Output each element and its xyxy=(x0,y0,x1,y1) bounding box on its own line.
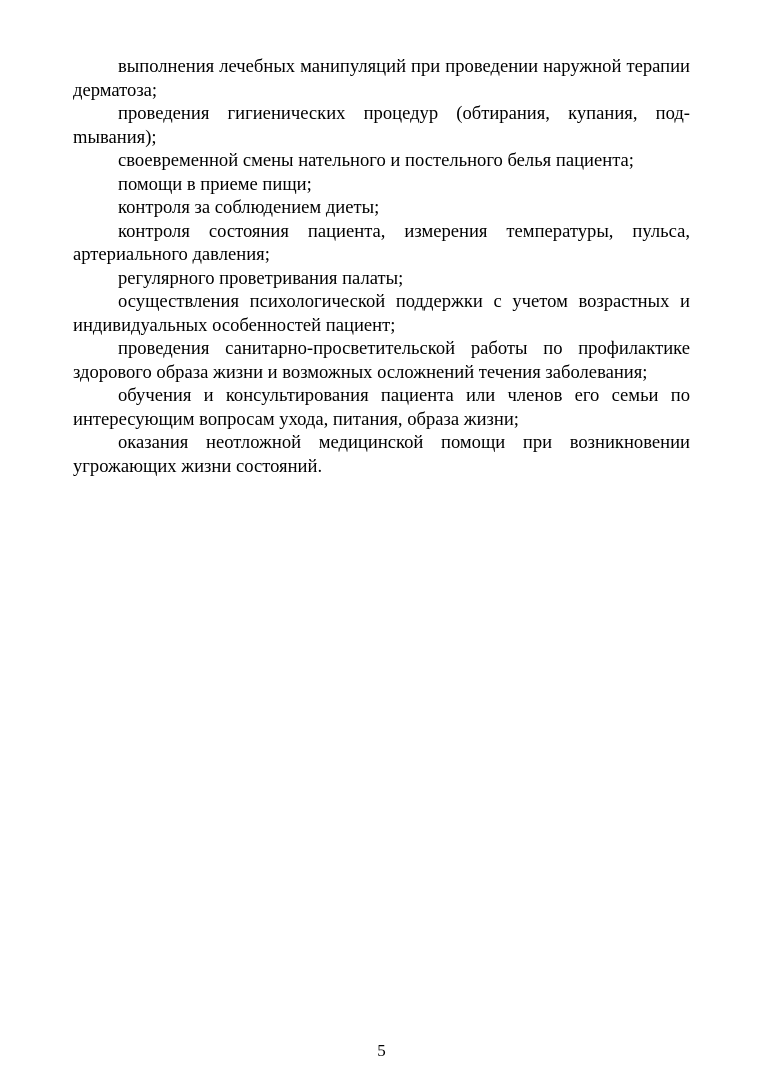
paragraph-1: выполнения лечебных манипуляций при проведении наружной терапии дерматоза; xyxy=(73,56,690,101)
paragraph-9: проведения санитарно-просветительской работы по профилактике здорового образа жизни и возможных осложнений течения заболевания; xyxy=(73,338,690,383)
paragraph-4: помощи в приеме пищи; xyxy=(118,173,312,195)
paragraph-10: обучения и консультирования пациента или членов его семьи по интересующим вопросам ухода, питания, образа жизни; xyxy=(73,385,690,430)
page-body xyxy=(73,55,690,478)
paragraph-8: осуществления психологической поддержки с учетом возрастных и индивидуальных особенностей пациент; xyxy=(73,291,690,336)
paragraph-6: контроля состояния пациента, измерения температуры, пульса, артериального давления; xyxy=(73,220,690,265)
paragraph-2: проведения гигиенических процедур (обтирания, купания, подmывания); xyxy=(73,103,690,148)
paragraph-5: контроля за соблюдением диеты; xyxy=(118,197,380,218)
page-number: 5 xyxy=(377,1041,386,1060)
paragraph-11: оказания неотложной медицинской помощи при возникновении угрожающих жизни состояний. xyxy=(73,432,690,477)
paragraph-7: регулярного проветривания палаты; xyxy=(118,267,404,289)
paragraph-3: своевременной смены нательного и постельного белья пациента; xyxy=(118,150,634,171)
